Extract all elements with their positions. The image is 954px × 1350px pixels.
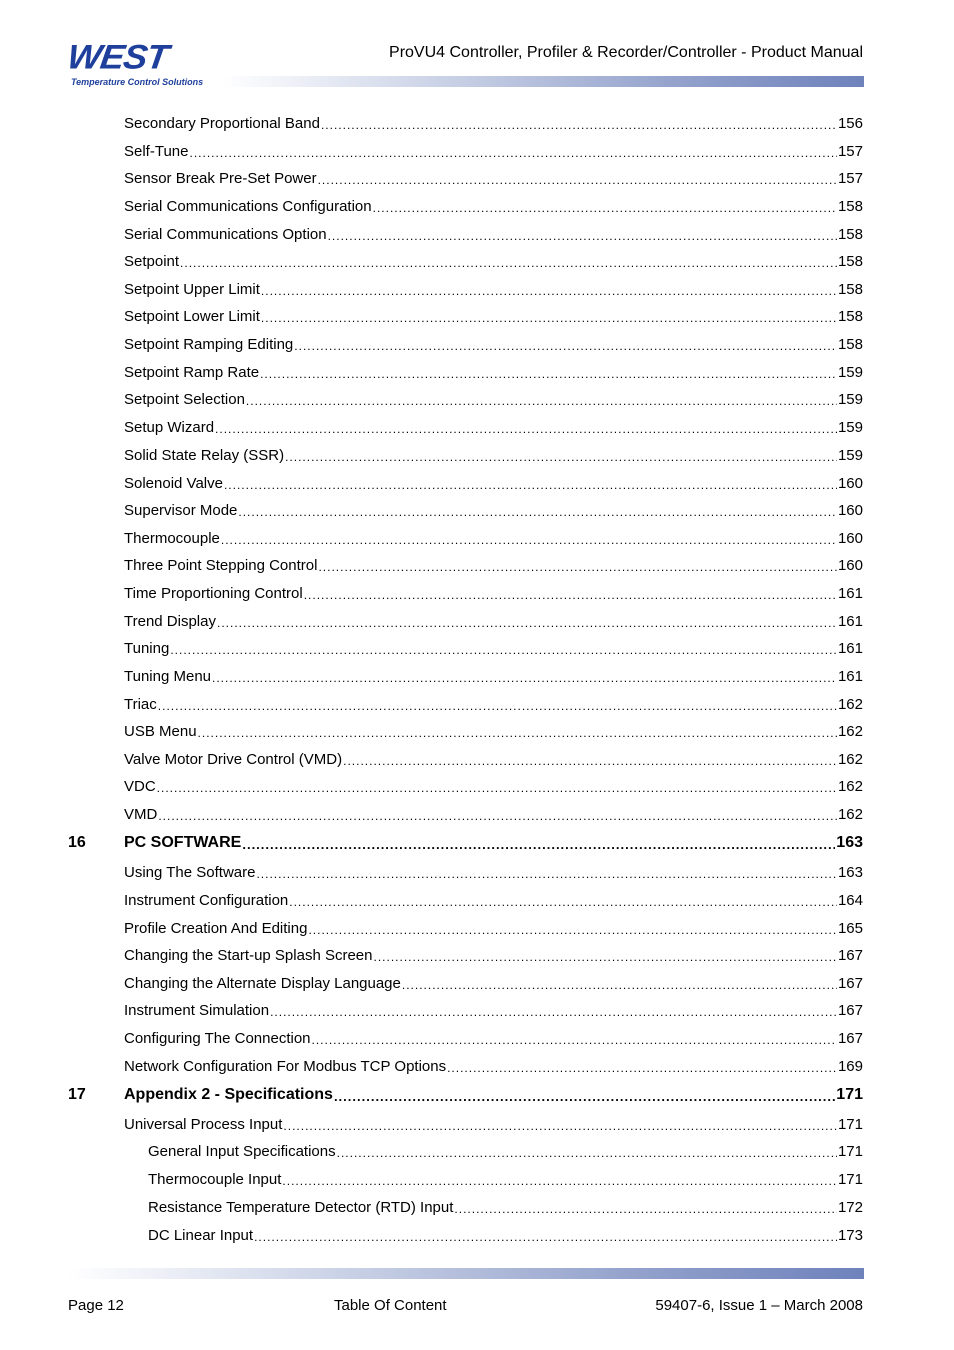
toc-entry[interactable]	[124, 251, 863, 271]
toc-entry[interactable]	[148, 1197, 863, 1217]
toc-entry[interactable]	[124, 611, 863, 631]
toc-entry-title: Serial Communications Configuration	[124, 198, 372, 215]
toc-entry-page-number: 162	[837, 751, 863, 768]
toc-dot-leader	[285, 450, 837, 465]
toc-dot-leader	[343, 754, 837, 769]
toc-entry-title: Appendix 2 - Specifications	[124, 1086, 333, 1103]
toc-dot-leader	[282, 1174, 837, 1189]
toc-entry-page-number: 163	[836, 834, 863, 851]
toc-dot-leader	[447, 1061, 837, 1076]
toc-entry[interactable]	[124, 862, 863, 882]
toc-entry-page-number: 159	[837, 447, 863, 464]
toc-dot-leader	[217, 616, 837, 631]
toc-dot-leader	[212, 671, 837, 686]
toc-entry-title: Secondary Proportional Band	[124, 115, 320, 132]
toc-entry-page-number: 156	[837, 115, 863, 132]
toc-entry[interactable]	[124, 389, 863, 409]
toc-dot-leader	[261, 311, 837, 326]
toc-entry[interactable]	[124, 890, 863, 910]
toc-entry-page-number: 161	[837, 668, 863, 685]
toc-dot-leader	[318, 560, 837, 575]
toc-entry-title: Setpoint Selection	[124, 391, 245, 408]
toc-entry-title: VMD	[124, 806, 158, 823]
toc-dot-leader	[254, 1230, 837, 1245]
toc-dot-leader	[242, 837, 835, 852]
toc-entry-title: Self-Tune	[124, 143, 189, 160]
toc-entry[interactable]	[124, 555, 863, 575]
toc-entry-page-number: 158	[837, 198, 863, 215]
toc-entry-page-number: 169	[837, 1058, 863, 1075]
toc-entry-page-number: 162	[837, 806, 863, 823]
toc-entry[interactable]	[124, 749, 863, 769]
toc-entry-title: Solenoid Valve	[124, 475, 223, 492]
toc-dot-leader	[221, 533, 837, 548]
toc-entry-title: Time Proportioning Control	[124, 585, 303, 602]
toc-entry[interactable]	[148, 1141, 863, 1161]
toc-dot-leader	[189, 146, 836, 161]
toc-entry-page-number: 159	[837, 364, 863, 381]
toc-entry-title: Setup Wizard	[124, 419, 215, 436]
toc-entry-title: General Input Specifications	[148, 1143, 336, 1160]
toc-entry[interactable]	[124, 1114, 863, 1134]
toc-entry-title: Three Point Stepping Control	[124, 557, 318, 574]
toc-entry-title: Setpoint	[124, 253, 180, 270]
toc-dot-leader	[158, 809, 837, 824]
toc-entry-page-number: 158	[837, 281, 863, 298]
toc-section-entry[interactable]	[124, 1084, 863, 1104]
toc-entry-page-number: 171	[836, 1086, 863, 1103]
toc-entry[interactable]	[124, 1028, 863, 1048]
toc-entry-title: Setpoint Upper Limit	[124, 281, 260, 298]
toc-entry[interactable]	[124, 1056, 863, 1076]
toc-entry-page-number: 162	[837, 778, 863, 795]
toc-dot-leader	[270, 1005, 837, 1020]
footer-section: Table Of Content	[334, 1297, 447, 1314]
toc-entry-page-number: 163	[837, 864, 863, 881]
toc-entry-page-number: 160	[837, 557, 863, 574]
logo-wordmark: WEST	[64, 37, 171, 77]
toc-entry[interactable]	[124, 279, 863, 299]
toc-entry-title: Instrument Simulation	[124, 1002, 270, 1019]
toc-entry-page-number: 160	[837, 502, 863, 519]
toc-entry[interactable]	[124, 500, 863, 520]
toc-entry[interactable]	[124, 945, 863, 965]
toc-entry[interactable]	[124, 638, 863, 658]
toc-dot-leader	[402, 978, 837, 993]
toc-dot-leader	[334, 1089, 835, 1104]
footer-page-number: Page 12	[68, 1297, 124, 1314]
toc-entry-page-number: 173	[837, 1227, 863, 1244]
toc-entry-page-number: 159	[837, 391, 863, 408]
toc-dot-leader	[318, 173, 837, 188]
toc-entry-page-number: 167	[837, 1030, 863, 1047]
toc-dot-leader	[337, 1146, 837, 1161]
toc-entry-page-number: 158	[837, 308, 863, 325]
toc-dot-leader	[215, 422, 837, 437]
toc-dot-leader	[246, 394, 837, 409]
toc-entry-page-number: 161	[837, 585, 863, 602]
toc-entry[interactable]	[124, 224, 863, 244]
toc-entry[interactable]	[124, 583, 863, 603]
toc-entry-title: Setpoint Ramping Editing	[124, 336, 294, 353]
toc-entry-title: Setpoint Lower Limit	[124, 308, 260, 325]
toc-entry-title: Sensor Break Pre-Set Power	[124, 170, 317, 187]
toc-dot-leader	[283, 1119, 837, 1134]
toc-dot-leader	[256, 867, 837, 882]
toc-entry-page-number: 165	[837, 920, 863, 937]
toc-entry-title: Tuning	[124, 640, 170, 657]
toc-dot-leader	[294, 339, 837, 354]
toc-entry-page-number: 171	[837, 1171, 863, 1188]
toc-entry-title: Setpoint Ramp Rate	[124, 364, 260, 381]
toc-dot-leader	[289, 895, 837, 910]
toc-dot-leader	[454, 1202, 837, 1217]
toc-entry[interactable]	[124, 334, 863, 354]
toc-entry-title: Configuring The Connection	[124, 1030, 311, 1047]
toc-entry[interactable]	[124, 445, 863, 465]
toc-entry-title: Universal Process Input	[124, 1116, 283, 1133]
toc-entry[interactable]	[124, 141, 863, 161]
toc-dot-leader	[374, 950, 837, 965]
toc-entry-page-number: 162	[837, 723, 863, 740]
logo-tagline: Temperature Control Solutions	[71, 77, 204, 87]
toc-section-number: 17	[68, 1086, 86, 1103]
toc-entry-page-number: 159	[837, 419, 863, 436]
toc-entry[interactable]	[124, 776, 863, 796]
toc-section-number: 16	[68, 834, 86, 851]
toc-entry[interactable]	[124, 196, 863, 216]
toc-entry-page-number: 158	[837, 253, 863, 270]
toc-entry-page-number: 157	[837, 143, 863, 160]
toc-dot-leader	[180, 256, 837, 271]
header-divider	[222, 76, 864, 87]
toc-entry-title: PC SOFTWARE	[124, 834, 242, 851]
toc-dot-leader	[238, 505, 837, 520]
toc-entry-title: USB Menu	[124, 723, 197, 740]
toc-dot-leader	[312, 1033, 837, 1048]
toc-entry-title: Tuning Menu	[124, 668, 211, 685]
toc-entry[interactable]	[124, 1000, 863, 1020]
toc-entry[interactable]	[124, 973, 863, 993]
toc-dot-leader	[328, 229, 837, 244]
toc-entry[interactable]	[148, 1169, 863, 1189]
toc-entry-page-number: 171	[837, 1116, 863, 1133]
toc-section-entry[interactable]	[124, 832, 863, 852]
toc-entry-title: Thermocouple Input	[148, 1171, 282, 1188]
west-logo	[64, 37, 222, 90]
toc-dot-leader	[304, 588, 837, 603]
toc-entry[interactable]	[148, 1225, 863, 1245]
toc-entry[interactable]	[124, 528, 863, 548]
toc-dot-leader	[260, 367, 837, 382]
toc-entry-title: Serial Communications Option	[124, 226, 327, 243]
toc-dot-leader	[373, 201, 837, 216]
toc-entry[interactable]	[124, 918, 863, 938]
toc-entry-title: Resistance Temperature Detector (RTD) Input	[148, 1199, 454, 1216]
toc-entry-title: Profile Creation And Editing	[124, 920, 308, 937]
toc-entry-page-number: 160	[837, 530, 863, 547]
page-title: ProVU4 Controller, Profiler & Recorder/Controller - Product Manual	[389, 44, 863, 61]
toc-entry-page-number: 167	[837, 947, 863, 964]
toc-entry-page-number: 161	[837, 613, 863, 630]
toc-entry-title: Supervisor Mode	[124, 502, 238, 519]
toc-entry-title: Valve Motor Drive Control (VMD)	[124, 751, 343, 768]
toc-dot-leader	[308, 923, 837, 938]
footer-document-reference: 59407-6, Issue 1 – March 2008	[655, 1297, 863, 1314]
toc-entry[interactable]	[124, 362, 863, 382]
toc-entry-title: DC Linear Input	[148, 1227, 254, 1244]
toc-entry-page-number: 162	[837, 696, 863, 713]
toc-entry-page-number: 164	[837, 892, 863, 909]
toc-dot-leader	[261, 284, 837, 299]
toc-entry-page-number: 167	[837, 975, 863, 992]
toc-entry-page-number: 160	[837, 475, 863, 492]
toc-entry-title: Thermocouple	[124, 530, 220, 547]
toc-entry-title: Changing the Alternate Display Language	[124, 975, 401, 992]
toc-entry[interactable]	[124, 666, 863, 686]
toc-entry[interactable]	[124, 113, 863, 133]
toc-dot-leader	[224, 478, 837, 493]
toc-entry[interactable]	[124, 417, 863, 437]
toc-dot-leader	[321, 118, 837, 133]
toc-entry-title: Network Configuration For Modbus TCP Options	[124, 1058, 447, 1075]
footer-divider	[68, 1268, 864, 1279]
toc-dot-leader	[157, 781, 837, 796]
toc-entry[interactable]	[124, 306, 863, 326]
toc-entry-page-number: 158	[837, 336, 863, 353]
toc-entry-page-number: 161	[837, 640, 863, 657]
toc-dot-leader	[170, 643, 837, 658]
toc-entry-page-number: 157	[837, 170, 863, 187]
toc-entry-title: VDC	[124, 778, 156, 795]
toc-entry[interactable]	[124, 168, 863, 188]
toc-dot-leader	[158, 699, 837, 714]
toc-dot-leader	[198, 726, 837, 741]
toc-entry[interactable]	[124, 473, 863, 493]
toc-entry-title: Solid State Relay (SSR)	[124, 447, 285, 464]
toc-entry-page-number: 158	[837, 226, 863, 243]
toc-entry-page-number: 172	[837, 1199, 863, 1216]
toc-entry-title: Instrument Configuration	[124, 892, 289, 909]
toc-entry-title: Trend Display	[124, 613, 216, 630]
toc-entry[interactable]	[124, 804, 863, 824]
toc-entry-page-number: 167	[837, 1002, 863, 1019]
toc-entry-title: Triac	[124, 696, 157, 713]
toc-entry[interactable]	[124, 694, 863, 714]
toc-entry-title: Changing the Start-up Splash Screen	[124, 947, 373, 964]
toc-entry[interactable]	[124, 721, 863, 741]
toc-entry-title: Using The Software	[124, 864, 256, 881]
toc-entry-page-number: 171	[837, 1143, 863, 1160]
